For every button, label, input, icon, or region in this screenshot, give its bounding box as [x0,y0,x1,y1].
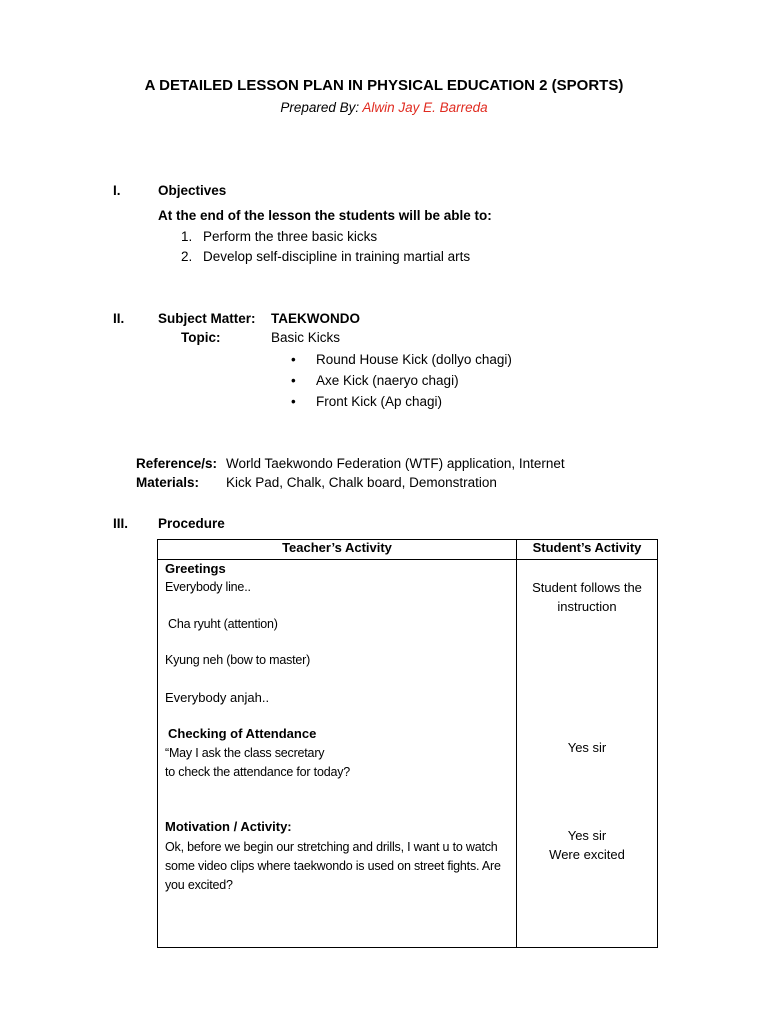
teacher-activity-header: Teacher’s Activity [158,540,517,560]
teacher-activity-cell [158,560,517,948]
objective-number: 2. [181,249,193,264]
topic-value: Basic Kicks [271,330,341,345]
objective-item: Perform the three basic kicks [203,229,378,244]
student-response: Yes sir [567,828,607,843]
teacher-line: Ok, before we begin our stretching and drills, I want u to watch [165,840,498,854]
student-activity-header: Student’s Activity [517,540,658,560]
attendance-heading: Checking of Attendance [168,726,317,741]
kick-list-item: • Front Kick (Ap chagi) [316,394,442,409]
topic-label: Topic: [181,330,221,345]
section-numeral-subject: II. [113,311,125,326]
objectives-heading: Objectives [158,183,227,198]
objective-item: Develop self-discipline in training martial arts [203,249,471,264]
prepared-by [0,100,768,115]
table-header-row [158,540,658,560]
teacher-line: to check the attendance for today? [165,765,350,779]
student-response: instruction [557,599,617,614]
teacher-line: Kyung neh (bow to master) [165,653,311,667]
teacher-line: some video clips where taekwondo is used on street fights. Are [165,859,501,873]
teacher-line: Everybody line.. [165,580,251,594]
references-value: World Taekwondo Federation (WTF) application, Internet [226,456,565,471]
student-activity-cell [517,560,658,948]
section-numeral-objectives: I. [113,183,121,198]
materials-label: Materials: [136,475,200,490]
teacher-line: Cha ryuht (attention) [168,617,278,631]
greetings-heading: Greetings [165,561,226,576]
teacher-line: “May I ask the class secretary [165,746,325,760]
student-response: Student follows the [532,580,642,595]
table-row [158,560,658,948]
student-response: Yes sir [567,740,607,755]
section-numeral-procedure: III. [113,516,129,531]
kick-list-item: • Axe Kick (naeryo chagi) [316,373,459,388]
procedure-heading: Procedure [158,516,225,531]
procedure-table [157,539,658,948]
document-title: A DETAILED LESSON PLAN IN PHYSICAL EDUCATION 2 (SPORTS) [144,77,624,94]
motivation-heading: Motivation / Activity: [165,819,292,834]
references-label: Reference/s: [136,456,218,471]
kick-list-item: • Round House Kick (dollyo chagi) [316,352,512,367]
teacher-line: Everybody anjah.. [165,690,270,705]
subject-matter-label: Subject Matter: [158,311,256,326]
subject-matter-value: TAEKWONDO [271,311,360,326]
prepared-by-label: Prepared By: [280,100,360,115]
teacher-line: you excited? [165,878,233,892]
author-name: Alwin Jay E. Barreda [362,100,488,115]
materials-value: Kick Pad, Chalk, Chalk board, Demonstration [226,475,497,490]
student-response: Were excited [549,847,625,862]
objective-number: 1. [181,229,193,244]
objectives-intro: At the end of the lesson the students will be able to: [158,208,492,223]
